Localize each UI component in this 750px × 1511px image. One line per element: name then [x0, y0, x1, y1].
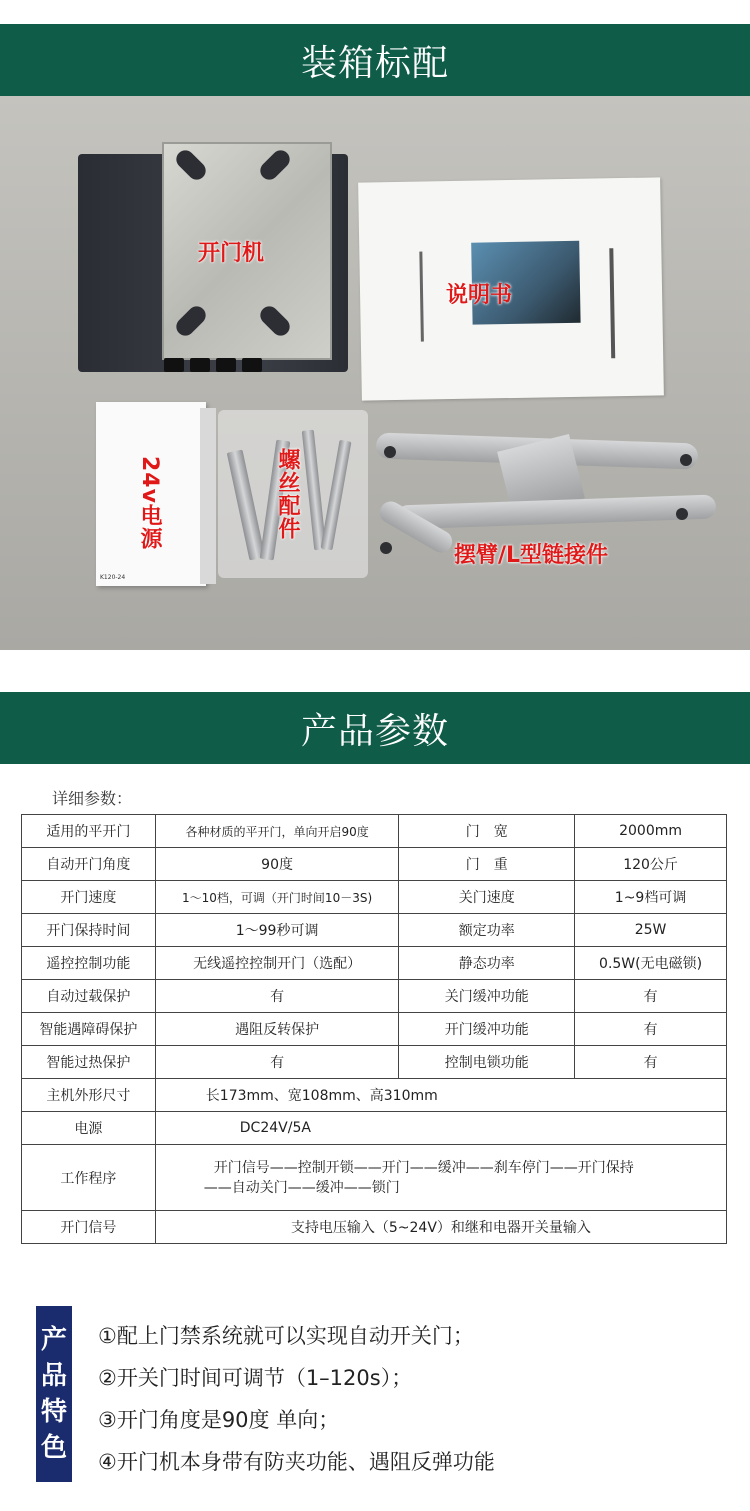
label-arm: 摆臂/L型链接件 [454, 543, 609, 568]
table-cell: 25W [575, 914, 727, 947]
table-row [22, 881, 727, 914]
table-cell: 适用的平开门 [22, 815, 156, 848]
table-cell: 有 [575, 980, 727, 1013]
table-cell: 门 宽 [399, 815, 575, 848]
table-row [22, 848, 727, 881]
table-cell: 无线遥控控制开门（选配） [155, 947, 399, 980]
table-cell: 遥控控制功能 [22, 947, 156, 980]
table-row [22, 1112, 727, 1145]
table-cell: 门 重 [399, 848, 575, 881]
table-cell: 静态功率 [399, 947, 575, 980]
product-photo [0, 96, 750, 650]
table-cell: 工作程序 [22, 1145, 156, 1211]
table-row [22, 1145, 727, 1211]
table-cell: 关门缓冲功能 [399, 980, 575, 1013]
table-cell: 有 [155, 1046, 399, 1079]
table-row [22, 947, 727, 980]
table-cell: 支持电压输入（5~24V）和继和电器开关量输入 [155, 1211, 726, 1244]
table-row [22, 914, 727, 947]
table-cell: 主机外形尺寸 [22, 1079, 156, 1112]
label-opener: 开门机 [198, 241, 265, 266]
table-cell: 自动过载保护 [22, 980, 156, 1013]
feature-item: ①配上门禁系统就可以实现自动开关门； [98, 1324, 474, 1348]
swing-arm-bottom [396, 494, 717, 529]
table-cell: 控制电锁功能 [399, 1046, 575, 1079]
section-title-packing: 装箱标配 [300, 42, 449, 84]
table-cell: 长173mm、宽108mm、高310mm [155, 1079, 726, 1112]
table-cell: 开门保持时间 [22, 914, 156, 947]
label-manual: 说明书 [446, 283, 513, 308]
spec-table [21, 814, 727, 1244]
table-cell: 有 [155, 980, 399, 1013]
table-cell: 有 [575, 1046, 727, 1079]
section-banner-params [0, 692, 750, 764]
psu-model-text: K120-24 [100, 574, 126, 581]
section-title-params: 产品参数 [300, 710, 449, 752]
table-cell: 开门缓冲功能 [399, 1013, 575, 1046]
table-cell: 电源 [22, 1112, 156, 1145]
table-cell-program [155, 1145, 726, 1211]
table-cell: 0.5W(无电磁锁) [575, 947, 727, 980]
table-cell: DC24V/5A [155, 1112, 726, 1145]
table-cell: 1~9档可调 [575, 881, 727, 914]
table-cell: 120公斤 [575, 848, 727, 881]
table-cell: 1～10档，可调（开门时间10－3S) [155, 881, 399, 914]
table-cell: 2000mm [575, 815, 727, 848]
table-cell: 额定功率 [399, 914, 575, 947]
table-cell: 智能遇障碍保护 [22, 1013, 156, 1046]
table-cell: 智能过热保护 [22, 1046, 156, 1079]
program-line-2: ——自动关门——缓冲——锁门 [203, 1179, 400, 1196]
table-row [22, 1013, 727, 1046]
feature-item: ③开门角度是90度 单向； [98, 1408, 340, 1432]
table-row [22, 1079, 727, 1112]
params-heading: 详细参数： [52, 789, 133, 808]
table-cell: 90度 [155, 848, 399, 881]
table-cell: 遇阻反转保护 [155, 1013, 399, 1046]
table-cell: 自动开门角度 [22, 848, 156, 881]
label-power: 24v电源 [137, 456, 162, 550]
features-tag-char: 特 [40, 1397, 67, 1427]
table-cell: 各种材质的平开门，单向开启90度 [155, 815, 399, 848]
feature-item: ④开门机本身带有防夹功能、遇阻反弹功能 [98, 1450, 495, 1474]
table-cell: 1～99秒可调 [155, 914, 399, 947]
features-tag [36, 1306, 72, 1482]
features-tag-char: 产 [40, 1325, 67, 1355]
table-row [22, 980, 727, 1013]
section-banner-packing [0, 24, 750, 96]
table-cell: 开门信号 [22, 1211, 156, 1244]
label-screws: 螺丝配件 [275, 448, 300, 540]
table-cell: 关门速度 [399, 881, 575, 914]
program-line-1: 开门信号——控制开锁——开门——缓冲——刹车停门——开门保持 [213, 1159, 634, 1176]
features-tag-char: 色 [40, 1433, 67, 1463]
table-cell: 有 [575, 1013, 727, 1046]
features-tag-char: 品 [40, 1361, 67, 1391]
table-row [22, 815, 727, 848]
table-row [22, 1046, 727, 1079]
table-row [22, 1211, 727, 1244]
table-cell: 开门速度 [22, 881, 156, 914]
feature-item: ②开关门时间可调节（1–120s）； [98, 1366, 413, 1390]
